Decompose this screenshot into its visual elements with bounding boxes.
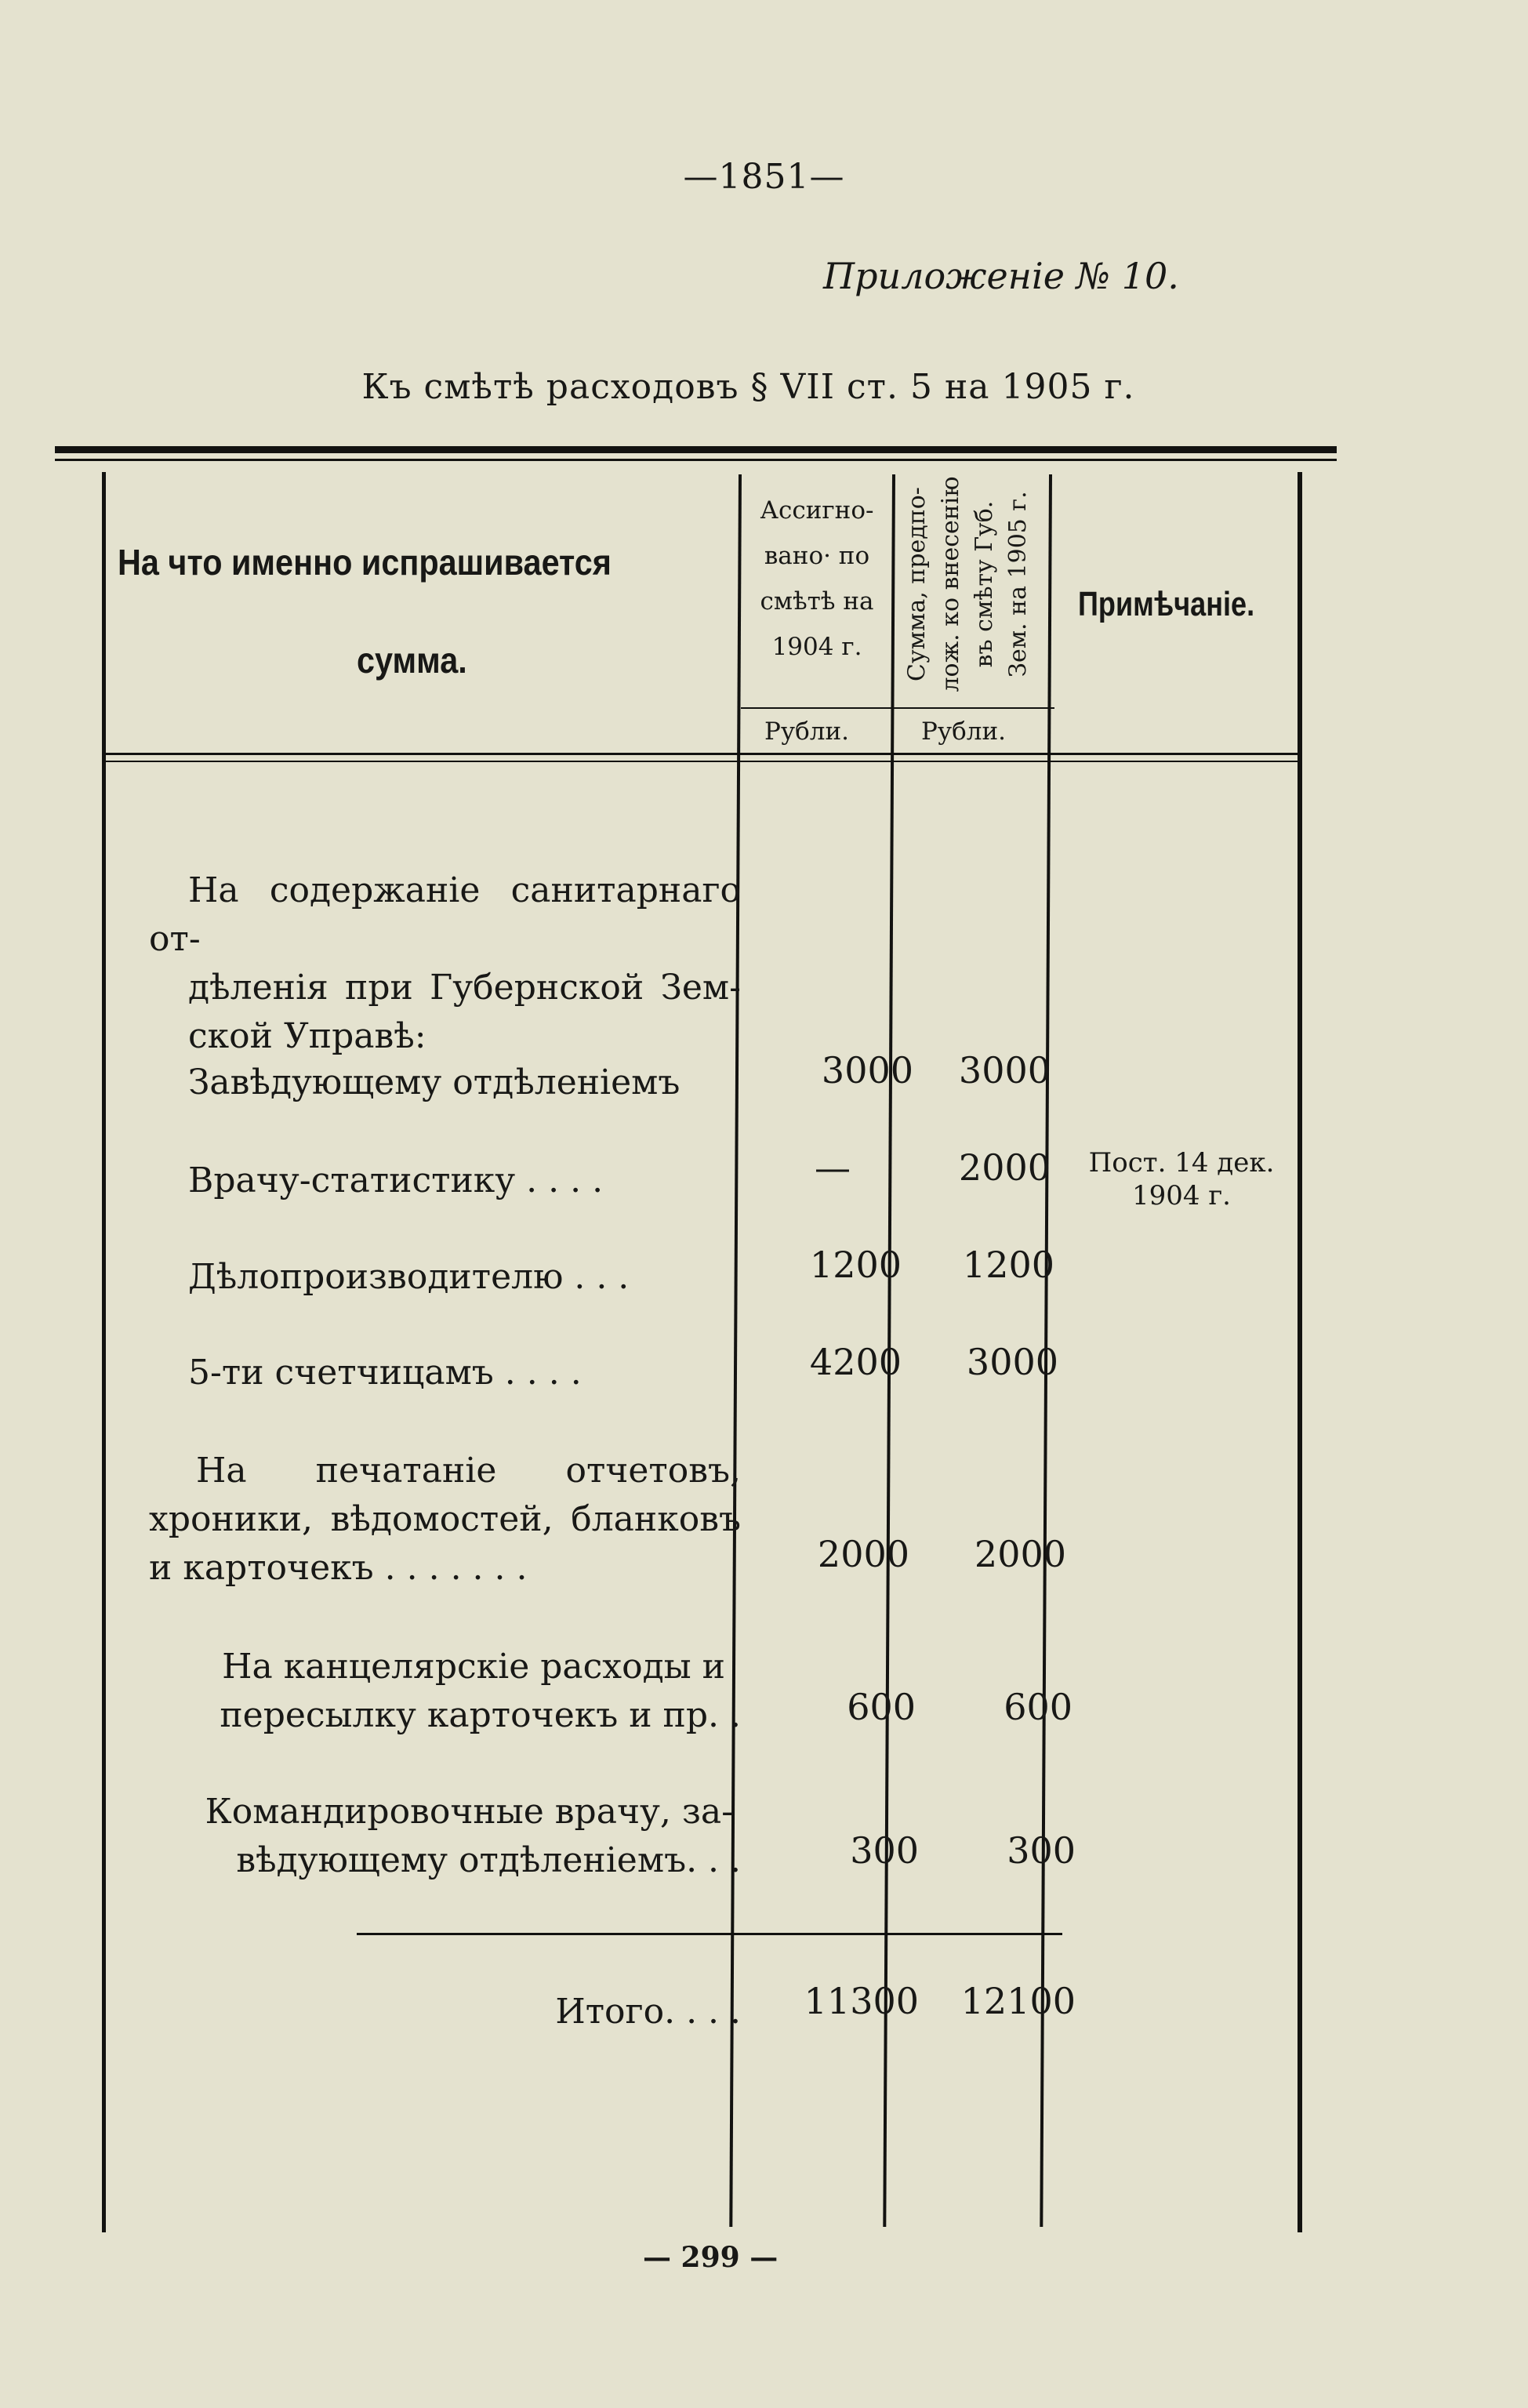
unit-proposed: Рубли. [921, 717, 1006, 746]
row-proposed: 600 [1004, 1686, 1073, 1728]
table-row-label [149, 1349, 741, 1397]
row-label-line: Завѣдующему отдѣленіемъ [188, 1062, 681, 1102]
row-assigned: — [815, 1146, 851, 1189]
row-proposed: 3000 [958, 1049, 1051, 1091]
footer-page-number: — 299 — [643, 2241, 779, 2274]
row-note-line: Пост. 14 дек. [1088, 1147, 1275, 1179]
row-label-line: На печатаніе отчетовъ, [196, 1451, 741, 1491]
row-label-line: вѣдующему отдѣленіемъ. . . [236, 1840, 741, 1880]
units-top-rule [741, 707, 1054, 709]
appendix-title: Приложеніе № 10. [823, 255, 1179, 297]
proposed-header [900, 463, 1037, 706]
section-title [149, 866, 741, 1061]
row-assigned: 2000 [817, 1533, 909, 1575]
row-assigned: 600 [847, 1686, 916, 1728]
row-proposed: 3000 [966, 1341, 1058, 1383]
total-rule [357, 1933, 1062, 1935]
total-proposed: 12100 [960, 1980, 1076, 2022]
row-proposed: 2000 [958, 1146, 1051, 1189]
assigned-header-line: 1904 г. [771, 633, 862, 661]
unit-assigned: Рубли. [764, 717, 849, 746]
purpose-header-line1: На что именно испрашивается [118, 542, 612, 583]
row-label-line: и карточекъ . . . . . . . [149, 1548, 528, 1588]
assigned-header-line: смѣтѣ на [760, 587, 874, 616]
top-rule-thin [55, 459, 1337, 461]
table-row-label [149, 1643, 741, 1740]
table-row-label [149, 1253, 741, 1302]
row-note-line: 1904 г. [1132, 1180, 1231, 1211]
assigned-header-line: вано· по [764, 542, 870, 570]
section-title-line: дѣленія при Губернской Зем- [188, 968, 741, 1008]
row-label-line: Командировочные врачу, за- [205, 1792, 733, 1832]
proposed-header-line: Зем. на 1905 г. [1004, 491, 1032, 677]
top-rule-thick [55, 446, 1337, 453]
proposed-header-text [900, 463, 1037, 706]
row-assigned: 300 [850, 1829, 919, 1872]
section-title-line: ской Управѣ: [188, 1016, 426, 1056]
right-border [1298, 472, 1302, 2232]
row-assigned: 1200 [809, 1244, 902, 1286]
table-row-label [149, 1788, 741, 1885]
row-label-line: пересылку карточекъ и пр. . [220, 1695, 741, 1735]
row-label-line: 5-ти счетчицамъ . . . . [188, 1353, 582, 1393]
row-proposed: 2000 [974, 1533, 1066, 1575]
total-label [149, 1988, 741, 2036]
row-label-line: На канцелярскіе расходы и [222, 1647, 725, 1687]
header-bottom-rule-1 [106, 753, 1298, 755]
left-border [102, 472, 106, 2232]
row-proposed: 300 [1007, 1829, 1076, 1872]
header-bottom-rule-2 [106, 761, 1298, 762]
assigned-header-line: Ассигно- [760, 496, 874, 525]
table-row-label [149, 1059, 741, 1107]
total-label-text: Итого. . . . [555, 1992, 741, 2032]
row-label-line: Врачу-статистику . . . . [188, 1160, 604, 1200]
row-label-line: хроники, вѣдомостей, бланковъ [149, 1499, 741, 1539]
proposed-header-line: въ смѣту Губ. [971, 500, 998, 668]
assigned-header [742, 488, 892, 670]
purpose-header-line2: сумма. [357, 640, 467, 681]
row-proposed: 1200 [962, 1244, 1054, 1286]
proposed-header-line: лож. ко внесенію [937, 476, 964, 692]
row-assigned: 4200 [809, 1341, 902, 1383]
table-row-label [149, 1447, 741, 1593]
row-label-line: Дѣлопроизводителю . . . [188, 1257, 630, 1297]
total-assigned: 11300 [804, 1980, 919, 2022]
section-title-line: На содержаніе санитарнаго от- [149, 870, 741, 959]
page-number: —1851— [683, 157, 845, 197]
row-note [1068, 1146, 1295, 1212]
table-row-label [149, 1157, 741, 1205]
proposed-header-line: Сумма, предпо- [903, 487, 931, 681]
document-subtitle: Къ смѣтѣ расходовъ § VII ст. 5 на 1905 г. [361, 367, 1135, 407]
row-assigned: 3000 [821, 1049, 913, 1091]
remarks-header: Примѣчаніе. [1078, 585, 1255, 623]
